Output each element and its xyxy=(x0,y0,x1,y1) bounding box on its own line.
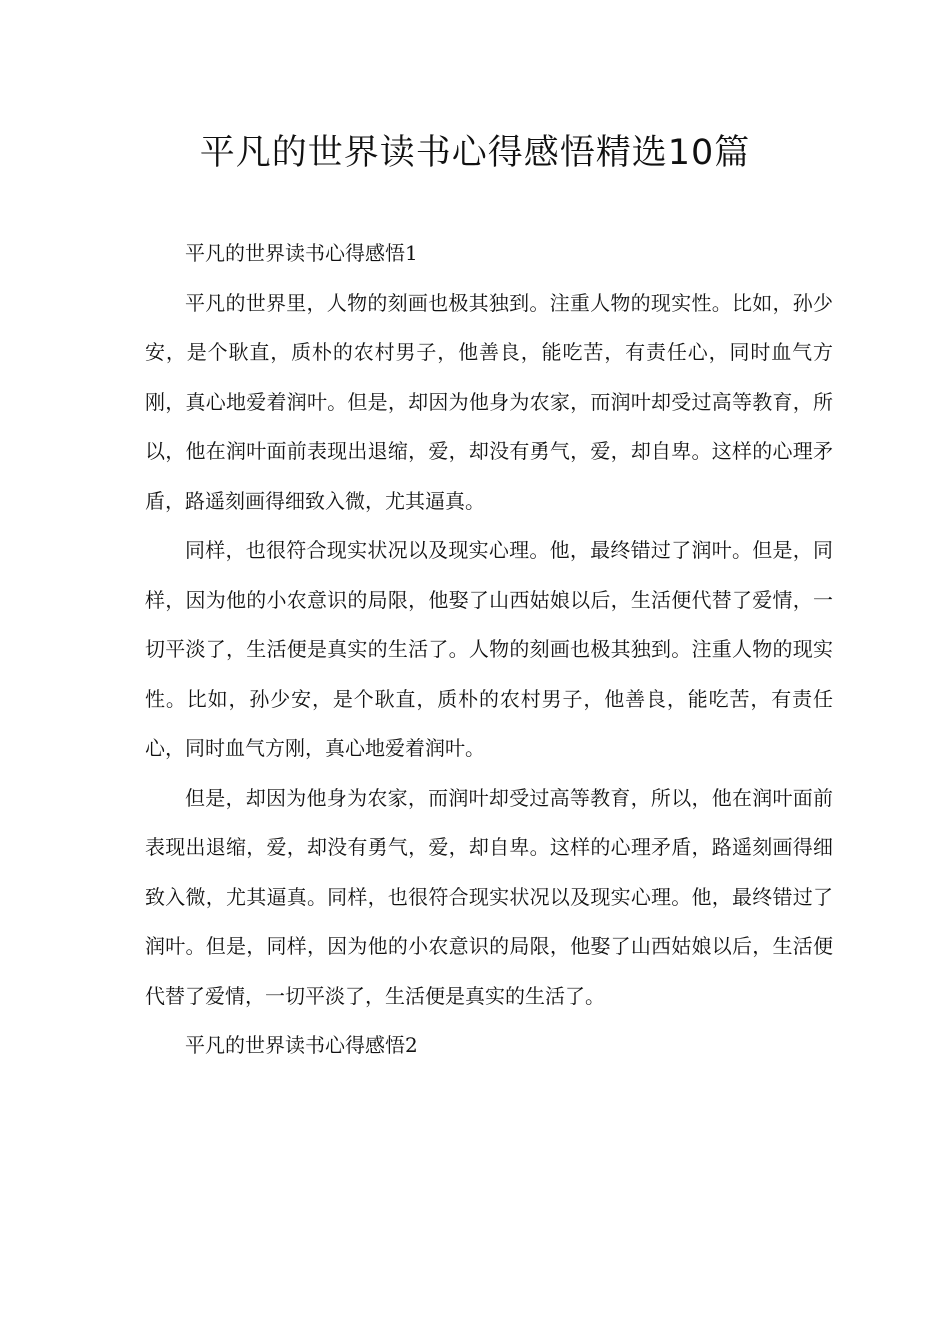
body-paragraph: 平凡的世界里，人物的刻画也极其独到。注重人物的现实性。比如，孙少安，是个耿直，质朴的农村男子，他善良，能吃苦，有责任心，同时血气方刚，真心地爱着润叶。但是，却因为他身为农家，而润叶却受过高等教育，所以，他在润叶面前表现出退缩，爱，却没有勇气，爱，却自卑。这样的心理矛盾，路遥刻画得细致入微，尤其逼真。 xyxy=(145,290,833,513)
document-title: 平凡的世界读书心得感悟精选10篇 xyxy=(199,133,751,173)
body-paragraph: 但是，却因为他身为农家，而润叶却受过高等教育，所以，他在润叶面前表现出退缩，爱，却没有勇气，爱，却自卑。这样的心理矛盾，路遥刻画得细致入微，尤其逼真。同样，也很符合现实状况以及现实心理。他，最终错过了润叶。但是，同样，因为他的小农意识的局限，他娶了山西姑娘以后，生活便代替了爱情，一切平淡了，生活便是真实的生活了。 xyxy=(145,785,833,1008)
section-heading-2: 平凡的世界读书心得感悟2 xyxy=(185,1033,418,1057)
document-body xyxy=(145,229,833,1071)
section-heading-1: 平凡的世界读书心得感悟1 xyxy=(185,241,418,265)
body-paragraph: 同样，也很符合现实状况以及现实心理。他，最终错过了润叶。但是，同样，因为他的小农意识的局限，他娶了山西姑娘以后，生活便代替了爱情，一切平淡了，生活便是真实的生活了。人物的刻画也极其独到。注重人物的现实性。比如，孙少安，是个耿直，质朴的农村男子，他善良，能吃苦，有责任心，同时血气方刚，真心地爱着润叶。 xyxy=(145,538,833,760)
